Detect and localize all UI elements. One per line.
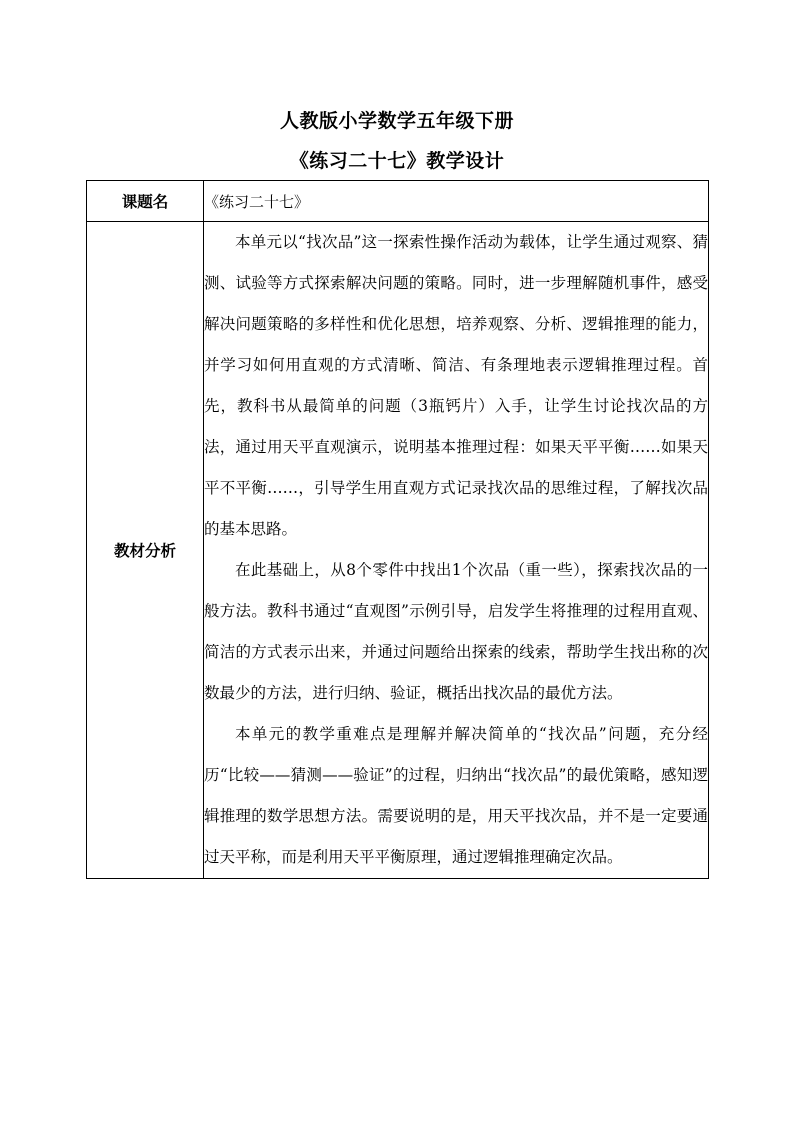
table-row-topic	[87, 181, 709, 222]
table-row-analysis	[87, 222, 709, 879]
topic-label: 课题名	[87, 181, 204, 222]
analysis-content	[204, 222, 709, 879]
analysis-paragraph-1: 本单元以“找次品”这一探索性操作活动为载体，让学生通过观察、猜测、试验等方式探索解决问题的策略。同时，进一步理解随机事件，感受解决问题策略的多样性和优化思想，培养观察、分析、逻辑推理的能力，并学习如何用直观的方式清晰、简洁、有条理地表示逻辑推理过程。首先，教科书从最简单的问题（3瓶钙片）入手，让学生讨论找次品的方法，通过用天平直观演示，说明基本推理过程：如果天平平衡……如果天平不平衡……，引导学生用直观方式记录找次品的思维过程，了解找次品的基本思路。	[204, 233, 708, 538]
analysis-label: 教材分析	[87, 222, 204, 879]
analysis-paragraph-3: 本单元的教学重难点是理解并解决简单的“找次品”问题，充分经历“比较——猜测——验证”的过程，归纳出“找次品”的最优策略，感知逻辑推理的数学思想方法。需要说明的是，用天平找次品，并不是一定要通过天平称，而是利用天平平衡原理，通过逻辑推理确定次品。	[204, 725, 708, 866]
lesson-design-table	[86, 180, 709, 879]
document-title-line2: 《练习二十七》教学设计	[289, 150, 505, 172]
document-title-line1: 人教版小学数学五年级下册	[279, 110, 514, 132]
analysis-paragraph-2: 在此基础上，从8个零件中找出1个次品（重一些），探索找次品的一般方法。教科书通过“直观图”示例引导，启发学生将推理的过程用直观、简洁的方式表示出来，并通过问题给出探索的线索，帮助学生找出称的次数最少的方法，进行归纳、验证，概括出找次品的最优方法。	[204, 561, 708, 702]
topic-value: 《练习二十七》	[204, 181, 709, 222]
